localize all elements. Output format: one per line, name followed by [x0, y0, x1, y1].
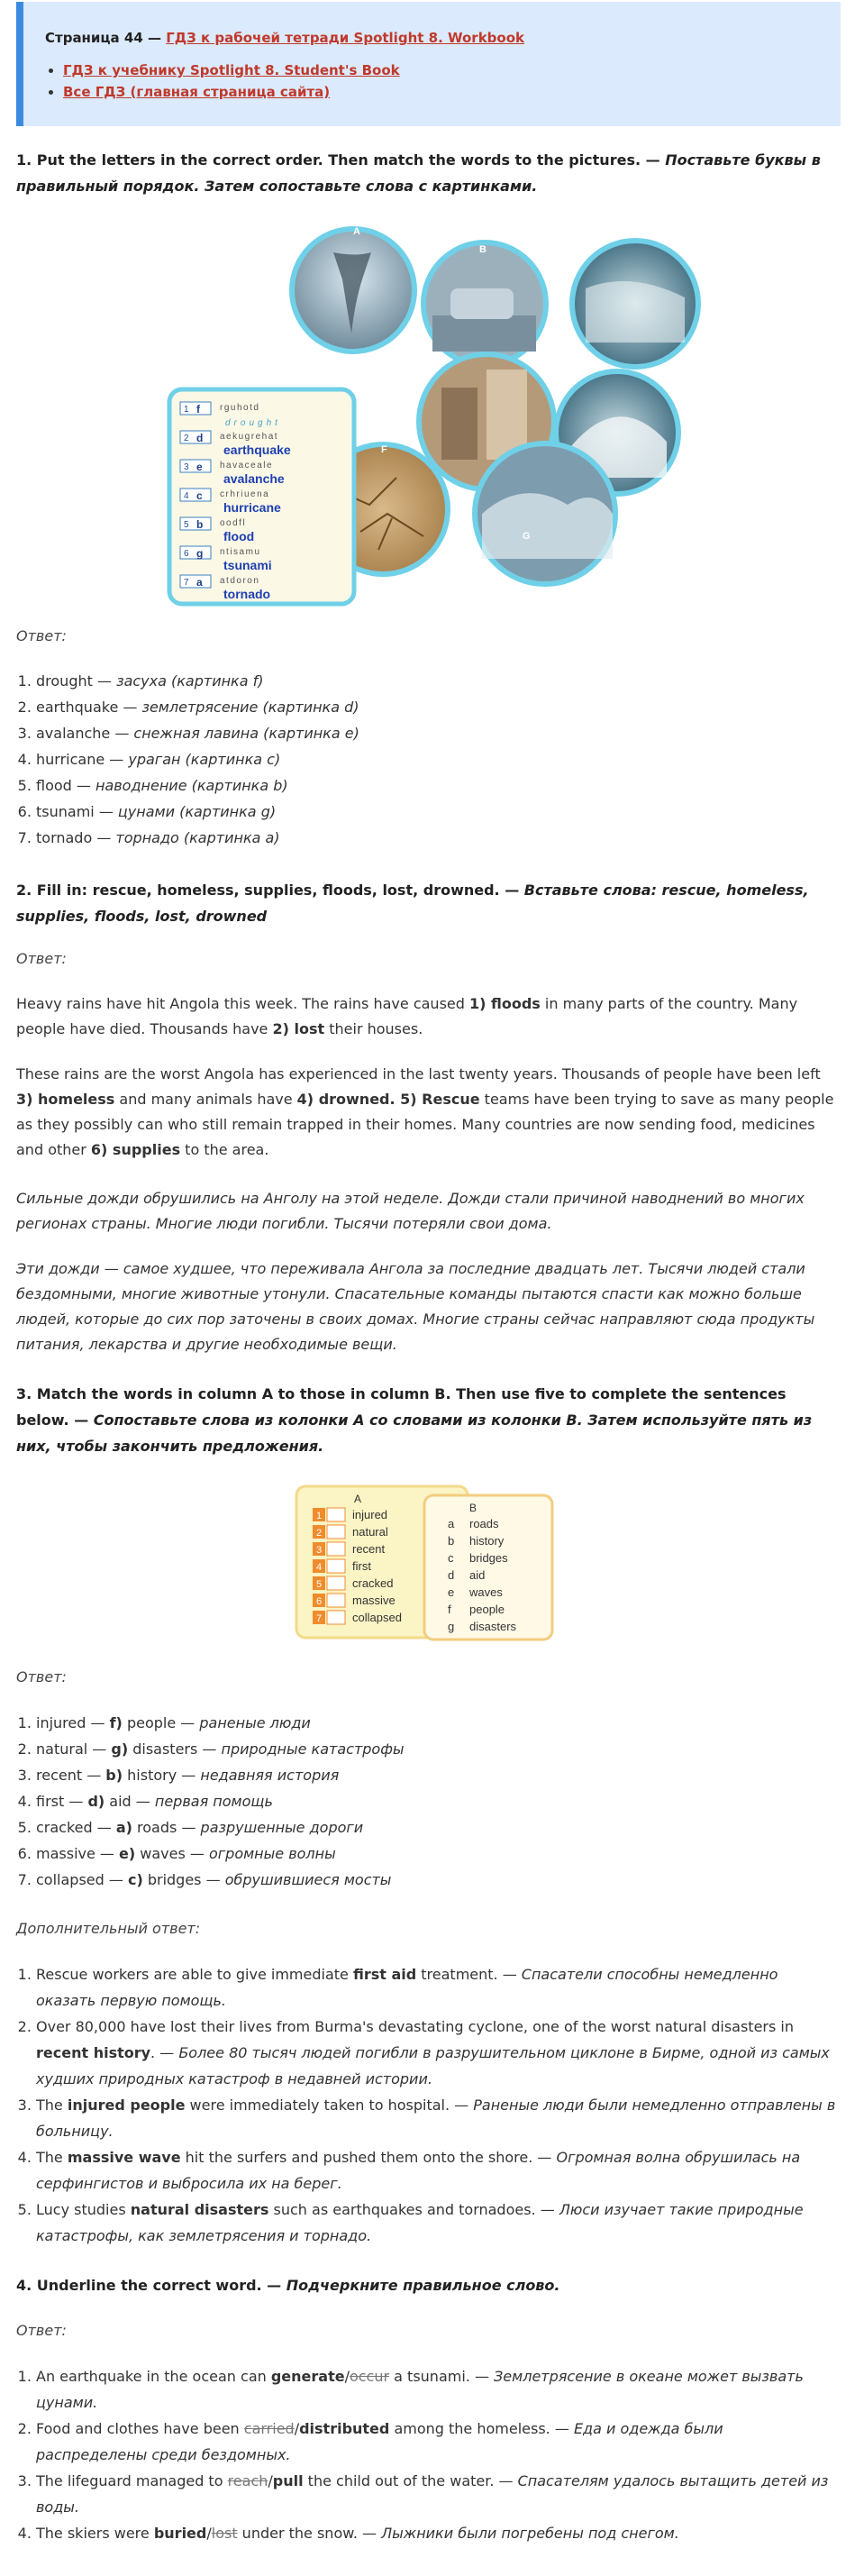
sentence-end: hit the surfers and pushed them onto the shore. — [180, 2149, 557, 2166]
ex4-answers [16, 2363, 836, 2546]
column-b-title: B [469, 1502, 477, 1514]
answer-translation: наводнение (картинка b) [95, 777, 288, 794]
answer-box [327, 1525, 345, 1539]
answer-letter: b) [105, 1767, 123, 1784]
answer-box [327, 1611, 345, 1624]
list-item: 1. drought — засуха (картинка f) [36, 668, 836, 694]
scrambled-letters: atdoron [220, 576, 260, 586]
answer-word-a: recent — [36, 1767, 106, 1784]
sentence-answer: first aid [352, 1966, 417, 1983]
item-letter: f [196, 403, 200, 416]
sentence-start: The [36, 2096, 68, 2114]
scrambled-letters: havaceale [220, 461, 274, 470]
ex4-heading: 4. Underline the correct word. — Подчеркните правильное слово. [16, 2277, 560, 2294]
picture-letter-f: F [381, 444, 387, 455]
wrong-word: occur [349, 2368, 390, 2385]
sentence-translation: Люси изучает такие природные катастрофы, как землетрясения и торнадо. [36, 2201, 804, 2244]
answer-translation: недавняя история [200, 1767, 340, 1784]
column-a-word: collapsed [352, 1611, 402, 1624]
ex3-extra-label: Дополнительный ответ: [16, 1920, 201, 1937]
sentence-translation: Спасателям удалось вытащить детей из воды. [36, 2472, 829, 2516]
list-item [36, 1814, 836, 1841]
ex3-columns-picture [293, 1483, 563, 1645]
column-a-title: A [354, 1493, 362, 1505]
list-item [36, 1867, 836, 1893]
sentence-start: Lucy studies [36, 2201, 131, 2218]
list-item: 7. tornado — торнадо (картинка a) [36, 825, 836, 851]
list-item [36, 2416, 836, 2468]
answer-letter: d) [87, 1793, 105, 1810]
answer-translation: цунами (картинка g) [117, 803, 277, 820]
ex1-answer-label: Ответ: [16, 627, 67, 644]
answer-word-a: first — [36, 1793, 88, 1810]
item-letter: e [196, 461, 203, 473]
correct-word: generate [270, 2368, 345, 2385]
column-a-word: natural [352, 1525, 388, 1539]
scrambled-letters: rguhotd [220, 403, 260, 413]
sentence-start: Food and clothes have been [36, 2420, 244, 2437]
ex3-answer-list [16, 1710, 836, 1893]
sentence-start: The lifeguard managed to [36, 2472, 228, 2489]
sentence-end: treatment. — [416, 1966, 522, 1983]
workbook-link[interactable]: ГДЗ к рабочей тетради Spotlight 8. Workbook [166, 30, 525, 46]
picture-letter-d: D [418, 379, 425, 390]
list-item: 4. hurricane — ураган (картинка c) [36, 746, 836, 772]
column-b-word: people [469, 1603, 505, 1616]
ex4-answer-label: Ответ: [16, 2322, 67, 2339]
list-item [36, 2520, 836, 2546]
answer-word-b: bridges — [142, 1871, 225, 1888]
column-b-letter: g [448, 1620, 455, 1633]
sentence-translation: Еда и одежда были распределены среди бездомных. [36, 2420, 723, 2463]
wrong-word: reach [227, 2472, 268, 2489]
answer-word: earthquake [223, 443, 291, 457]
answer-word: earthquake [36, 699, 119, 716]
item-number: 6 [184, 549, 189, 559]
word-separator: / [268, 2472, 273, 2489]
word-separator: / [206, 2525, 212, 2542]
list-item [36, 1710, 836, 1736]
answer-word: hurricane [223, 500, 281, 515]
column-a-number: 5 [316, 1579, 323, 1590]
ex3-extra-list [16, 1961, 836, 2249]
answer-box [327, 1594, 345, 1607]
columns-card [293, 1483, 563, 1645]
sentence-end: among the homeless. — [389, 2420, 574, 2437]
list-item [36, 1788, 836, 1814]
sentence-translation: Огромная волна обрушилась на серфингистов и выбросила их на берег. [36, 2149, 801, 2192]
answer-word-b: roads — [132, 1819, 201, 1836]
answer-word: avalanche [223, 471, 285, 486]
scrambled-letters: crhriuena [220, 489, 270, 499]
column-b-letter: d [448, 1568, 455, 1582]
ex3-answer-label: Ответ: [16, 1668, 67, 1685]
answer-translation: землетрясение (картинка d) [141, 699, 359, 716]
answer-letter: g) [111, 1740, 129, 1758]
scrambled-letters: aekugrehat [220, 432, 279, 442]
item-number: 2 [184, 434, 189, 443]
correct-word: distributed [299, 2420, 390, 2437]
column-b-word: disasters [469, 1620, 517, 1633]
item-number: 3 [184, 462, 189, 472]
ex2-paragraph-2: These rains are the worst Angola has experienced in the last twenty years. Thousands of people have been left 3) homeless and many animals have 4) drowned. 5) Rescue teams have been trying to save as many people as they possibly can who still remain trapped in their homes. Many countries are now sending food, medicines and other 6) supplies to the area. [16, 1065, 834, 1158]
item-letter: a [196, 576, 203, 589]
ex1-answers [16, 668, 836, 851]
column-b-letter: a [448, 1517, 455, 1530]
disaster-pictures [162, 216, 703, 613]
answer-word-b: waves — [135, 1845, 209, 1862]
answer-word: tornado [223, 587, 271, 601]
list-item: 2. earthquake — землетрясение (картинка d) [36, 694, 836, 720]
list-item [36, 2197, 836, 2249]
list-item [36, 1736, 836, 1762]
list-item [36, 2092, 836, 2144]
ex3-extra [16, 1961, 836, 2249]
answer-word: hurricane [36, 751, 105, 768]
sentence-translation: Более 80 тысяч людей погибли в разрушительном циклоне в Бирме, одной из самых худших природных катастроф в недавней истории. [36, 2044, 830, 2087]
sentence-end: a tsunami. — [389, 2368, 495, 2385]
list-item [36, 1762, 836, 1788]
answer-word-b: disasters — [128, 1740, 222, 1758]
navigation-box [16, 2, 841, 126]
picture-letter-b: B [479, 244, 487, 255]
scrambled-letters: ntisamu [220, 547, 261, 557]
answer-letter: a) [115, 1819, 132, 1836]
sentence-end: were immediately taken to hospital. — [185, 2096, 474, 2114]
column-b-word: aid [469, 1568, 486, 1582]
answer-word: tsunami [36, 803, 95, 820]
sentence-answer: injured people [67, 2096, 186, 2114]
column-a-word: massive [352, 1594, 396, 1607]
sentence-translation: Землетрясение в океане может вызвать цунами. [36, 2368, 804, 2411]
column-b-letter: f [448, 1603, 451, 1616]
picture-letter-e: E [565, 374, 572, 385]
list-item: 5. flood — наводнение (картинка b) [36, 772, 836, 799]
answer-translation: природные катастрофы [221, 1740, 405, 1758]
students-book-link[interactable]: ГДЗ к учебнику Spotlight 8. Student's Book [63, 62, 400, 78]
ex1-picture [162, 216, 703, 613]
list-item [36, 1961, 836, 2014]
column-a-number: 6 [316, 1596, 323, 1607]
word-separator: / [294, 2420, 300, 2437]
ex3-answers [16, 1710, 836, 1893]
answer-word-b: history — [123, 1767, 201, 1784]
column-a-number: 4 [316, 1562, 323, 1573]
column-a-number: 2 [316, 1528, 323, 1539]
sentence-answer: recent history [36, 2044, 151, 2061]
sentence-end: . — [150, 2044, 179, 2061]
answer-word: flood [36, 777, 72, 794]
sentence-start: An earthquake in the ocean can [36, 2368, 271, 2385]
sentence-translation: Раненые люди были немедленно отправлены в больницу. [36, 2096, 836, 2140]
sentence-start: Over 80,000 have lost their lives from Burma's devastating cyclone, one of the worst natural disasters in [36, 2018, 795, 2035]
sentence-end: such as earthquakes and tornadoes. — [268, 2201, 559, 2218]
column-b-word: history [469, 1534, 505, 1548]
answer-translation: первая помощь [154, 1793, 273, 1810]
item-number: 7 [184, 578, 189, 588]
ex1-answer-list [16, 668, 836, 851]
picture-letter-g: G [523, 531, 531, 542]
answer-box [327, 1576, 345, 1590]
answer-word: flood [223, 529, 255, 544]
correct-word: buried [153, 2525, 207, 2542]
answer-letter: f) [109, 1714, 123, 1731]
answer-box [327, 1508, 345, 1521]
word-separator: / [344, 2368, 350, 2385]
item-number: 5 [184, 520, 189, 530]
answer-letter: e) [119, 1845, 136, 1862]
answer-word-a: injured — [36, 1714, 110, 1731]
nav-links [45, 62, 819, 100]
ex4-answer-list [16, 2363, 836, 2546]
column-a-word: first [352, 1559, 371, 1573]
column-a-number: 1 [316, 1511, 323, 1521]
column-b-word: roads [469, 1517, 499, 1530]
answer-word: drought [36, 672, 93, 690]
sentence-translation: Лыжники были погребены под снегом. [381, 2525, 679, 2542]
sentence-translation: Спасатели способны немедленно оказать первую помощь. [36, 1966, 778, 2009]
answer-box [327, 1542, 345, 1556]
picture-letter-c: C [573, 260, 580, 271]
list-item [36, 1841, 836, 1867]
sentence-answer: natural disasters [130, 2201, 269, 2218]
answer-translation: обрушившиеся мосты [224, 1871, 392, 1888]
column-b-word: waves [469, 1585, 503, 1599]
answer-translation: огромные волны [208, 1845, 336, 1862]
ex3-heading: 3. Match the words in column A to those in column B. Then use five to complete the sentences below. — Сопоставьте слова из колонки А со словами из колонки В. Затем используйте пять из них, чтобы закончить предложения. [16, 1385, 813, 1455]
example-answer: drought [225, 418, 281, 428]
nav-link-item [63, 62, 819, 78]
nav-link-item [63, 84, 819, 100]
ex2-paragraph-1: Heavy rains have hit Angola this week. The rains have caused 1) floods in many parts of the country. Many people have died. Thousands have 2) lost their houses. [16, 995, 798, 1037]
correct-word: pull [272, 2472, 304, 2489]
answer-translation: разрушенные дороги [200, 1819, 364, 1836]
answer-word-b: aid — [105, 1793, 155, 1810]
item-number: 4 [184, 491, 189, 501]
list-item: 6. tsunami — цунами (картинка g) [36, 799, 836, 825]
answer-word: tornado [36, 829, 93, 846]
wrong-word: carried [243, 2420, 295, 2437]
sentence-start: Rescue workers are able to give immediate [36, 1966, 353, 1983]
column-a-word: cracked [352, 1576, 394, 1590]
item-letter: c [196, 489, 203, 502]
ex2-translation-1: Сильные дожди обрушились на Анголу на этой неделе. Дожди стали причиной наводнений во многих регионах страны. Многие люди погибли. Тысячи потеряли свои дома. [16, 1190, 805, 1232]
answer-word: avalanche [36, 725, 111, 742]
item-letter: b [196, 518, 204, 531]
column-a-number: 3 [316, 1545, 323, 1556]
list-item [36, 2468, 836, 2520]
sentence-end: the child out of the water. — [303, 2472, 518, 2489]
wrong-word: lost [211, 2525, 238, 2542]
sentence-start: The [36, 2149, 68, 2166]
list-item [36, 2363, 836, 2416]
answer-translation: засуха (картинка f) [116, 672, 264, 690]
sentence-answer: massive wave [67, 2149, 181, 2166]
sentence-start: The skiers were [36, 2525, 154, 2542]
answer-box [327, 1559, 345, 1573]
list-item [36, 2014, 836, 2092]
scrambled-letters: oodfl [220, 518, 247, 528]
ex2-answer-label: Ответ: [16, 950, 67, 967]
answer-translation: снежная лавина (картинка e) [133, 725, 359, 742]
ex2-heading: 2. Fill in: rescue, homeless, supplies, floods, lost, drowned. — Вставьте слова: rescue, homeless, supplies, floods, lost, drowned [16, 882, 809, 925]
list-item: 3. avalanche — снежная лавина (картинка e) [36, 720, 836, 746]
answer-word-a: massive — [36, 1845, 119, 1862]
home-link[interactable]: Все ГДЗ (главная страница сайта) [63, 84, 331, 100]
item-letter: d [196, 432, 204, 444]
answer-word-a: natural — [36, 1740, 112, 1758]
column-b-word: bridges [469, 1551, 508, 1565]
item-number: 1 [184, 405, 189, 415]
answer-translation: ураган (картинка c) [128, 751, 281, 768]
answer-word-a: cracked — [36, 1819, 116, 1836]
column-a-number: 7 [316, 1613, 323, 1624]
column-b-letter: e [448, 1585, 455, 1599]
column-a-word: injured [352, 1508, 388, 1521]
column-b-letter: c [448, 1551, 454, 1565]
picture-letter-a: A [353, 226, 360, 237]
answer-translation: торнадо (картинка a) [115, 829, 280, 846]
column-a-word: recent [352, 1542, 386, 1556]
answer-word-a: collapsed — [36, 1871, 128, 1888]
ex2-translation-2: Эти дожди — самое худшее, что переживала Ангола за последние двадцать лет. Тысячи людей стали бездомными, многие животные утонули. Спасательные команды пытаются спасти как можно больше людей, которые до сих пор заточены в своих домах. Многие страны сейчас направляют сюда продукты питания, лекарства и другие необходимые вещи. [16, 1260, 815, 1353]
column-b-letter: b [448, 1534, 455, 1548]
item-letter: g [196, 547, 204, 560]
answer-letter: c) [127, 1871, 143, 1888]
ex1-heading: 1. Put the letters in the correct order. Then match the words to the pictures. — Поставьте буквы в правильный порядок. Затем сопоставьте слова с картинками. [16, 151, 821, 195]
answer-translation: раненые люди [199, 1714, 311, 1731]
answer-word: tsunami [223, 558, 272, 572]
list-item [36, 2144, 836, 2197]
answer-word-b: people — [122, 1714, 200, 1731]
page-title: Страница 44 — ГДЗ к рабочей тетради Spotlight 8. Workbook [45, 30, 525, 46]
sentence-end: under the snow. — [237, 2525, 382, 2542]
